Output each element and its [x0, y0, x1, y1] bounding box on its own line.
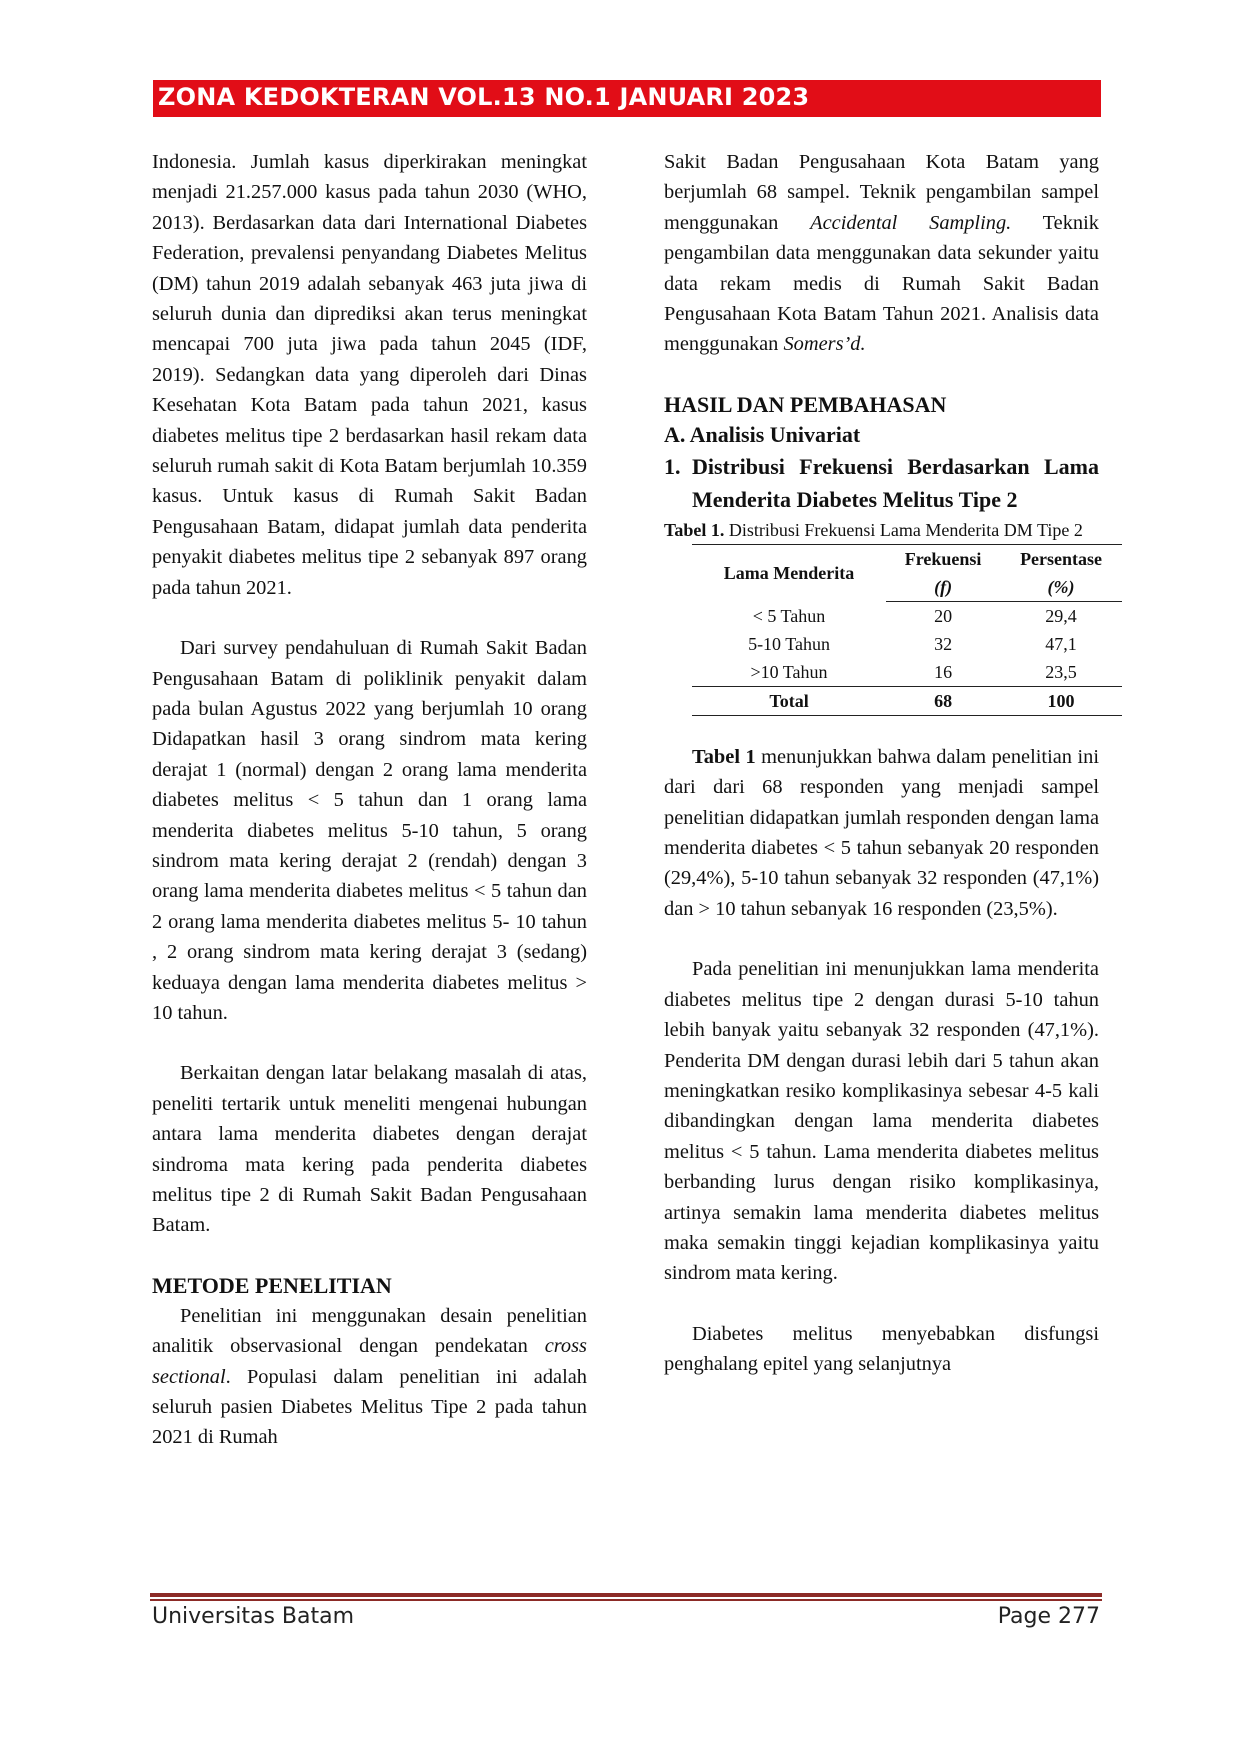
footer-institution: Universitas Batam [152, 1604, 355, 1629]
table-header-persentase: Persentase [1000, 544, 1122, 573]
subsection-title-univariat: A. Analisis Univariat [664, 421, 861, 447]
table-caption [664, 516, 1099, 544]
table-header-frekuensi: Frekuensi [886, 544, 1000, 573]
right-p1-text-a: Sakit Badan Pengusahaan Kota Batam yang berjumlah 68 sampel. Teknik pengambilan sampel menggunakan [664, 151, 1099, 234]
journal-header-title: ZONA KEDOKTERAN VOL.13 NO.1 JANUARI 2023 [158, 83, 810, 111]
metode-text-a: Penelitian ini menggunakan desain penelitian analitik observasional dengan pendekatan [152, 1304, 587, 1358]
metode-text-b: . Populasi dalam penelitian ini adalah seluruh pasien Diabetes Melitus Tipe 2 pada tahun 2021 di Rumah [152, 1365, 587, 1449]
section-title-metode: METODE PENELITIAN [152, 1272, 392, 1298]
numbered-heading-number: 1. [664, 453, 681, 479]
left-paragraph-4 [152, 1301, 587, 1453]
table-total-label: Total [692, 686, 886, 715]
table-cell-f: 20 [934, 605, 953, 626]
table-cell-pct: 23,5 [1045, 661, 1077, 682]
table-header-lama: Lama Menderita [692, 544, 886, 601]
right-p1-italic-1: Accidental Sampling. [810, 211, 1012, 234]
right-p2-bold: Tabel 1 [692, 745, 756, 768]
section-title-hasil: HASIL DAN PEMBAHASAN [664, 391, 947, 417]
footer-rule-thin [150, 1599, 1102, 1601]
right-p1-italic-2: Somers’d. [783, 333, 866, 356]
right-paragraph-3: Pada penelitian ini menunjukkan lama menderita diabetes melitus tipe 2 dengan durasi 5-10 tahun lebih banyak yaitu sebanyak 32 responden (47,1%). Penderita DM dengan durasi lebih dari 5 tahun akan meningkatkan resiko komplikasinya sebesar 4-5 kali dibandingkan dengan lama menderita diabetes melitus < 5 tahun. Lama menderita diabetes melitus berbanding lurus dengan risiko komplikasinya, artinya semakin lama menderita diabetes melitus maka semakin tinggi kejadian komplikasinya yaitu sindrom mata kering. [664, 958, 1099, 1285]
left-paragraph-1: Indonesia. Jumlah kasus diperkirakan meningkat menjadi 21.257.000 kasus pada tahun 2030 (WHO, 2013). Berdasarkan data dari International Diabetes Federation, prevalensi penyandang Diabetes Melitus (DM) tahun 2019 adalah sebanyak 463 juta jiwa di seluruh dunia dan diprediksi akan terus meningkat mencapai 700 juta jiwa pada tahun 2045 (IDF, 2019). Sedangkan data yang diperoleh dari Dinas Kesehatan Kota Batam pada tahun 2021, kasus diabetes melitus tipe 2 berdasarkan hasil rekam data seluruh rumah sakit di Kota Batam berjumlah 10.359 kasus. Untuk kasus di Rumah Sakit Badan Pengusahaan Batam, didapat jumlah data penderita penyakit diabetes melitus tipe 2 sebanyak 897 orang pada tahun 2021. [152, 151, 587, 599]
table-total-f: 68 [886, 686, 1000, 715]
metode-text-italic: cross sectional [152, 1335, 587, 1388]
table-cell-label: < 5 Tahun [752, 605, 826, 626]
table-row [692, 630, 1122, 658]
table-cell-label: >10 Tahun [750, 661, 828, 682]
table-cell-pct: 47,1 [1045, 633, 1077, 654]
table-row-total [692, 686, 1122, 715]
frequency-table [692, 544, 1122, 716]
right-paragraph-2 [664, 742, 1099, 924]
numbered-heading [664, 450, 1099, 516]
table-total-pct: 100 [1000, 686, 1122, 715]
right-paragraph-1 [664, 147, 1099, 360]
right-column [664, 147, 1103, 1380]
left-paragraph-2: Dari survey pendahuluan di Rumah Sakit Badan Pengusahaan Batam di poliklinik penyakit dalam pada bulan Agustus 2022 yang berjumlah 10 orang Didapatkan hasil 3 orang sindrom mata kering derajat 1 (normal) dengan 2 orang lama menderita diabetes melitus < 5 tahun dan 1 orang lama menderita diabetes melitus 5-10 tahun, 5 orang sindrom mata kering derajat 2 (rendah) dengan 3 orang lama menderita diabetes melitus < 5 tahun dan 2 orang lama menderita diabetes melitus 5- 10 tahun , 2 orang sindrom mata kering derajat 3 (sedang) keduaya dengan lama menderita diabetes melitus > 10 tahun. [152, 637, 587, 1024]
table-cell-f: 16 [934, 661, 953, 682]
numbered-heading-text: Distribusi Frekuensi Berdasarkan Lama Menderita Diabetes Melitus Tipe 2 [692, 453, 1099, 512]
table-header-pct: (%) [1000, 573, 1122, 602]
footer-page-number: Page 277 [997, 1604, 1100, 1629]
right-p2-text: menunjukkan bahwa dalam penelitian ini dari dari 68 responden yang menjadi sampel penelitian didapatkan jumlah responden dengan lama menderita diabetes < 5 tahun sebanyak 20 responden (29,4%), 5-10 tahun sebanyak 32 responden (47,1%) dan > 10 tahun sebanyak 16 responden (23,5%). [664, 745, 1099, 920]
left-paragraph-3: Berkaitan dengan latar belakang masalah di atas, peneliti tertarik untuk meneliti mengenai hubungan antara lama menderita diabetes dengan derajat sindroma mata kering pada penderita diabetes melitus tipe 2 di Rumah Sakit Badan Pengusahaan Batam. [152, 1062, 587, 1237]
table-row [692, 601, 1122, 630]
left-column [152, 147, 587, 1453]
table-cell-label: 5-10 Tahun [748, 633, 830, 654]
table-caption-text: Distribusi Frekuensi Lama Menderita DM Tipe 2 [724, 519, 1083, 540]
table-cell-f: 32 [934, 633, 953, 654]
table-cell-pct: 29,4 [1045, 605, 1077, 626]
journal-header-bar [153, 80, 1101, 117]
right-p1-text-b: Teknik pengambilan data menggunakan data sekunder yaitu data rekam medis di Rumah Sakit Badan Pengusahaan Kota Batam Tahun 2021. Analisis data menggunakan [664, 211, 1099, 356]
right-paragraph-4: Diabetes melitus menyebabkan disfungsi penghalang epitel yang selanjutnya [664, 1322, 1099, 1376]
table-row [692, 658, 1122, 687]
table-caption-label: Tabel 1. [664, 519, 725, 540]
table-header-f: (f) [886, 573, 1000, 602]
footer-rule-thick [150, 1593, 1102, 1597]
